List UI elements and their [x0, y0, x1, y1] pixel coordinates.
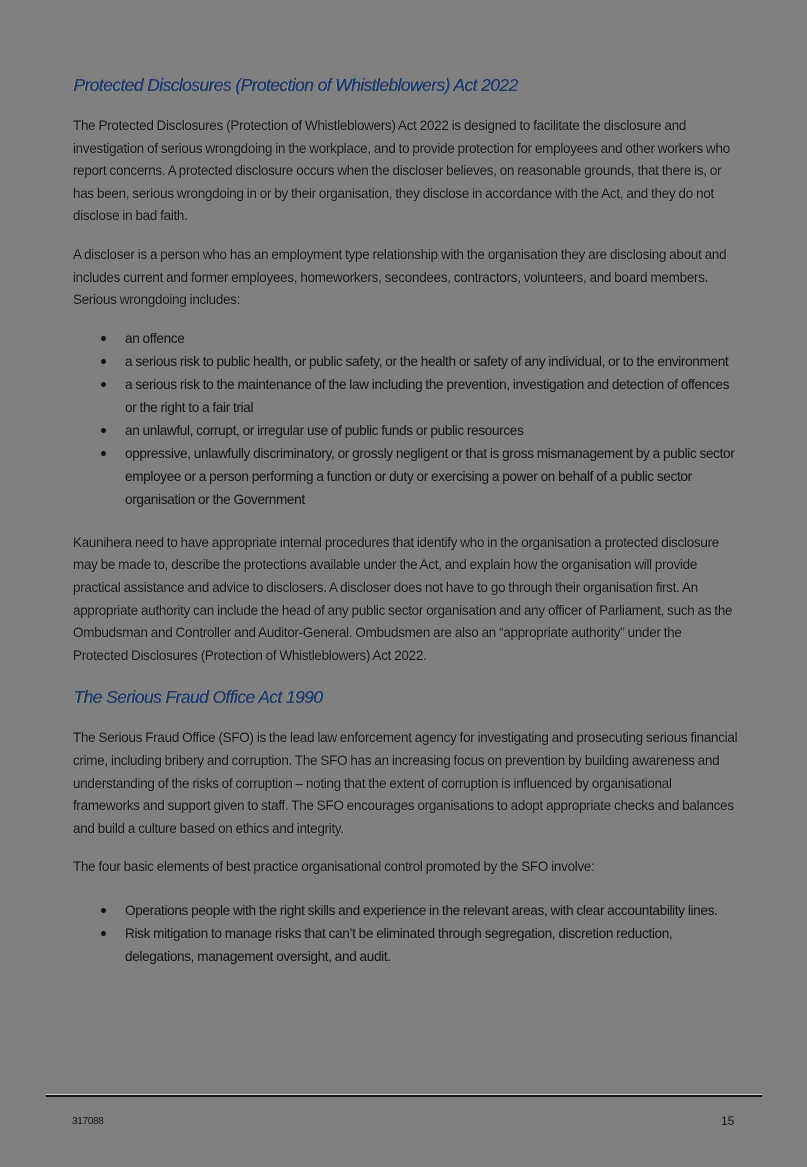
list-item-text: Risk mitigation to manage risks that can’t be eliminated through segregation, discretion reduction, delegations, management oversight, and audit.	[125, 925, 673, 964]
bullet-icon	[101, 359, 106, 364]
footer-divider	[46, 1094, 762, 1097]
section-heading-serious-fraud-office: The Serious Fraud Office Act 1990	[73, 687, 322, 708]
list-item	[73, 327, 738, 350]
list-item-text: an offence	[125, 330, 185, 346]
bullet-icon	[101, 931, 106, 936]
bullet-icon	[101, 908, 106, 913]
list-item	[73, 419, 738, 442]
serious-wrongdoing-list	[73, 327, 738, 511]
list-item-text: oppressive, unlawfully discriminatory, or grossly negligent or that is gross mismanagement by a public sector employee or a person performing a function or duty or exercising a power on behalf of a public sector organisation or the Government	[125, 445, 735, 507]
paragraph-sfo-intro: The Serious Fraud Office (SFO) is the lead law enforcement agency for investigating and prosecuting serious financial crime, including bribery and corruption. The SFO has an increasing focus on prevention by building awareness and understanding of the risks of corruption – noting that the extent of corruption is influenced by organisational frameworks and support given to staff. The SFO encourages organisations to adopt appropriate checks and balances and build a culture based on ethics and integrity.	[73, 730, 738, 836]
bullet-icon	[101, 428, 106, 433]
list-item-text: a serious risk to public health, or public safety, or the health or safety of any individual, or to the environment	[125, 353, 729, 369]
list-item-text: Operations people with the right skills and experience in the relevant areas, with clear accountability lines.	[125, 902, 718, 918]
paragraph-four-elements: The four basic elements of best practice organisational control promoted by the SFO involve:	[73, 859, 595, 875]
list-item	[73, 373, 738, 419]
page-content	[73, 72, 738, 968]
bullet-icon	[101, 382, 106, 387]
bullet-icon	[101, 336, 106, 341]
list-item-text: a serious risk to the maintenance of the law including the prevention, investigation and detection of offences or the right to a fair trial	[125, 376, 730, 415]
list-item-text: an unlawful, corrupt, or irregular use of public funds or public resources	[125, 422, 524, 438]
list-item	[73, 899, 738, 922]
paragraph-discloser-definition: A discloser is a person who has an employment type relationship with the organisation they are disclosing about and includes current and former employees, homeworkers, secondees, contractors, volunteers, and board members. Serious wrongdoing includes:	[73, 246, 727, 308]
page-number: 15	[721, 1114, 735, 1128]
paragraph-pda-intro: The Protected Disclosures (Protection of Whistleblowers) Act 2022 is designed to facilitate the disclosure and investigation of serious wrongdoing in the workplace, and to provide protection for employees and other workers who report concerns. A protected disclosure occurs when the discloser believes, on reasonable grounds, that there is, or has been, serious wrongdoing in or by their organisation, they disclose in accordance with the Act, and they do not disclose in bad faith.	[73, 118, 730, 224]
list-item	[73, 442, 738, 511]
section-heading-protected-disclosures: Protected Disclosures (Protection of Whistleblowers) Act 2022	[73, 75, 518, 95]
list-item	[73, 350, 738, 373]
footer-document-code: 317088	[72, 1116, 104, 1127]
bullet-icon	[101, 451, 106, 456]
list-item	[73, 922, 738, 968]
paragraph-kaunihera-procedures: Kaunihera need to have appropriate internal procedures that identify who in the organisation a protected disclosure may be made to, describe the protections available under the Act, and explain how the organisation will provide practical assistance and advice to disclosers. A discloser does not have to go through their organisation first. An appropriate authority can include the head of any public sector organisation and any officer of Parliament, such as the Ombudsman and Controller and Auditor-General. Ombudsmen are also an “appropriate authority” under the Protected Disclosures (Protection of Whistleblowers) Act 2022.	[73, 534, 733, 663]
sfo-elements-list	[73, 899, 738, 968]
